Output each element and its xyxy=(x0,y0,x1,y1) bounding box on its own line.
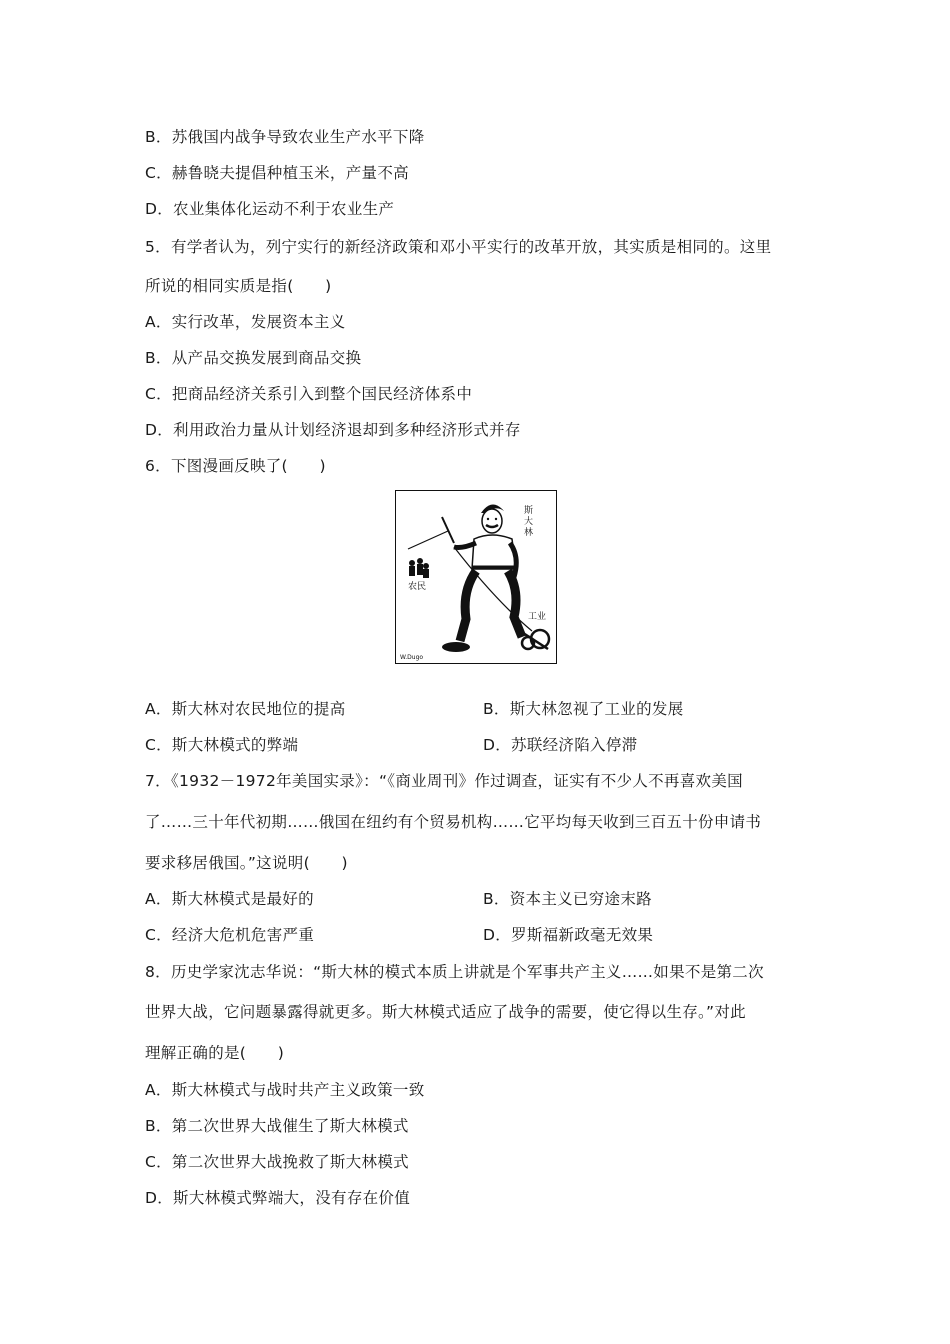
q6-option-d: D．苏联经济陷入停滞 xyxy=(483,736,638,754)
q4-option-d: D．农业集体化运动不利于农业生产 xyxy=(145,200,395,218)
cartoon-illustration xyxy=(396,491,556,663)
q4-option-c: C．赫鲁晓夫提倡种植玉米，产量不高 xyxy=(145,164,409,182)
q7-option-a: A．斯大林模式是最好的 xyxy=(145,890,314,908)
q5-stem-line2: 所说的相同实质是指( ) xyxy=(145,277,332,295)
label-stalin-bot: 林 xyxy=(524,528,534,538)
q5-option-a: A．实行改革，发展资本主义 xyxy=(145,313,346,331)
q5-option-c: C．把商品经济关系引入到整个国民经济体系中 xyxy=(145,385,473,403)
q6-option-a: A．斯大林对农民地位的提高 xyxy=(145,700,346,718)
q6-stem: 6．下图漫画反映了( ) xyxy=(145,457,326,475)
q7-stem-line2: 了……三十年代初期……俄国在纽约有个贸易机构……它平均每天收到三百五十份申请书 xyxy=(145,813,762,831)
q6-option-b: B．斯大林忽视了工业的发展 xyxy=(483,700,684,718)
q7-option-c: C．经济大危机危害严重 xyxy=(145,926,315,944)
label-stalin-top: 斯 xyxy=(524,506,534,516)
q8-option-c: C．第二次世界大战挽救了斯大林模式 xyxy=(145,1153,409,1171)
q4-option-b: B．苏俄国内战争导致农业生产水平下降 xyxy=(145,128,425,146)
q6-option-c: C．斯大林模式的弊端 xyxy=(145,736,299,754)
q8-stem-line3: 理解正确的是( ) xyxy=(145,1044,285,1062)
q5-stem-line1: 5．有学者认为，列宁实行的新经济政策和邓小平实行的改革开放，其实质是相同的。这里 xyxy=(145,238,772,256)
q8-option-b: B．第二次世界大战催生了斯大林模式 xyxy=(145,1117,409,1135)
q7-option-d: D．罗斯福新政毫无效果 xyxy=(483,926,654,944)
q8-option-d: D．斯大林模式弊端大，没有存在价值 xyxy=(145,1189,411,1207)
q7-stem-line1: 7．《1932－1972年美国实录》：“《商业周刊》作过调查，证实有不少人不再喜欢美国 xyxy=(145,772,743,790)
label-stalin-mid: 大 xyxy=(524,517,534,527)
q5-option-d: D．利用政治力量从计划经济退却到多种经济形式并存 xyxy=(145,421,521,439)
cartoon-signature: W.Dugo xyxy=(400,654,424,661)
label-industry: 工业 xyxy=(528,612,547,622)
q7-option-b: B．资本主义已穷途末路 xyxy=(483,890,652,908)
q8-option-a: A．斯大林模式与战时共产主义政策一致 xyxy=(145,1081,425,1099)
q5-option-b: B．从产品交换发展到商品交换 xyxy=(145,349,362,367)
stalin-cartoon xyxy=(395,490,557,664)
q8-stem-line2: 世界大战，它问题暴露得就更多。斯大林模式适应了战争的需要，使它得以生存。”对此 xyxy=(145,1003,746,1021)
label-peasants: 农民 xyxy=(408,582,427,592)
q8-stem-line1: 8．历史学家沈志华说：“斯大林的模式本质上讲就是个军事共产主义……如果不是第二次 xyxy=(145,963,764,981)
q7-stem-line3: 要求移居俄国。”这说明( ) xyxy=(145,854,348,872)
